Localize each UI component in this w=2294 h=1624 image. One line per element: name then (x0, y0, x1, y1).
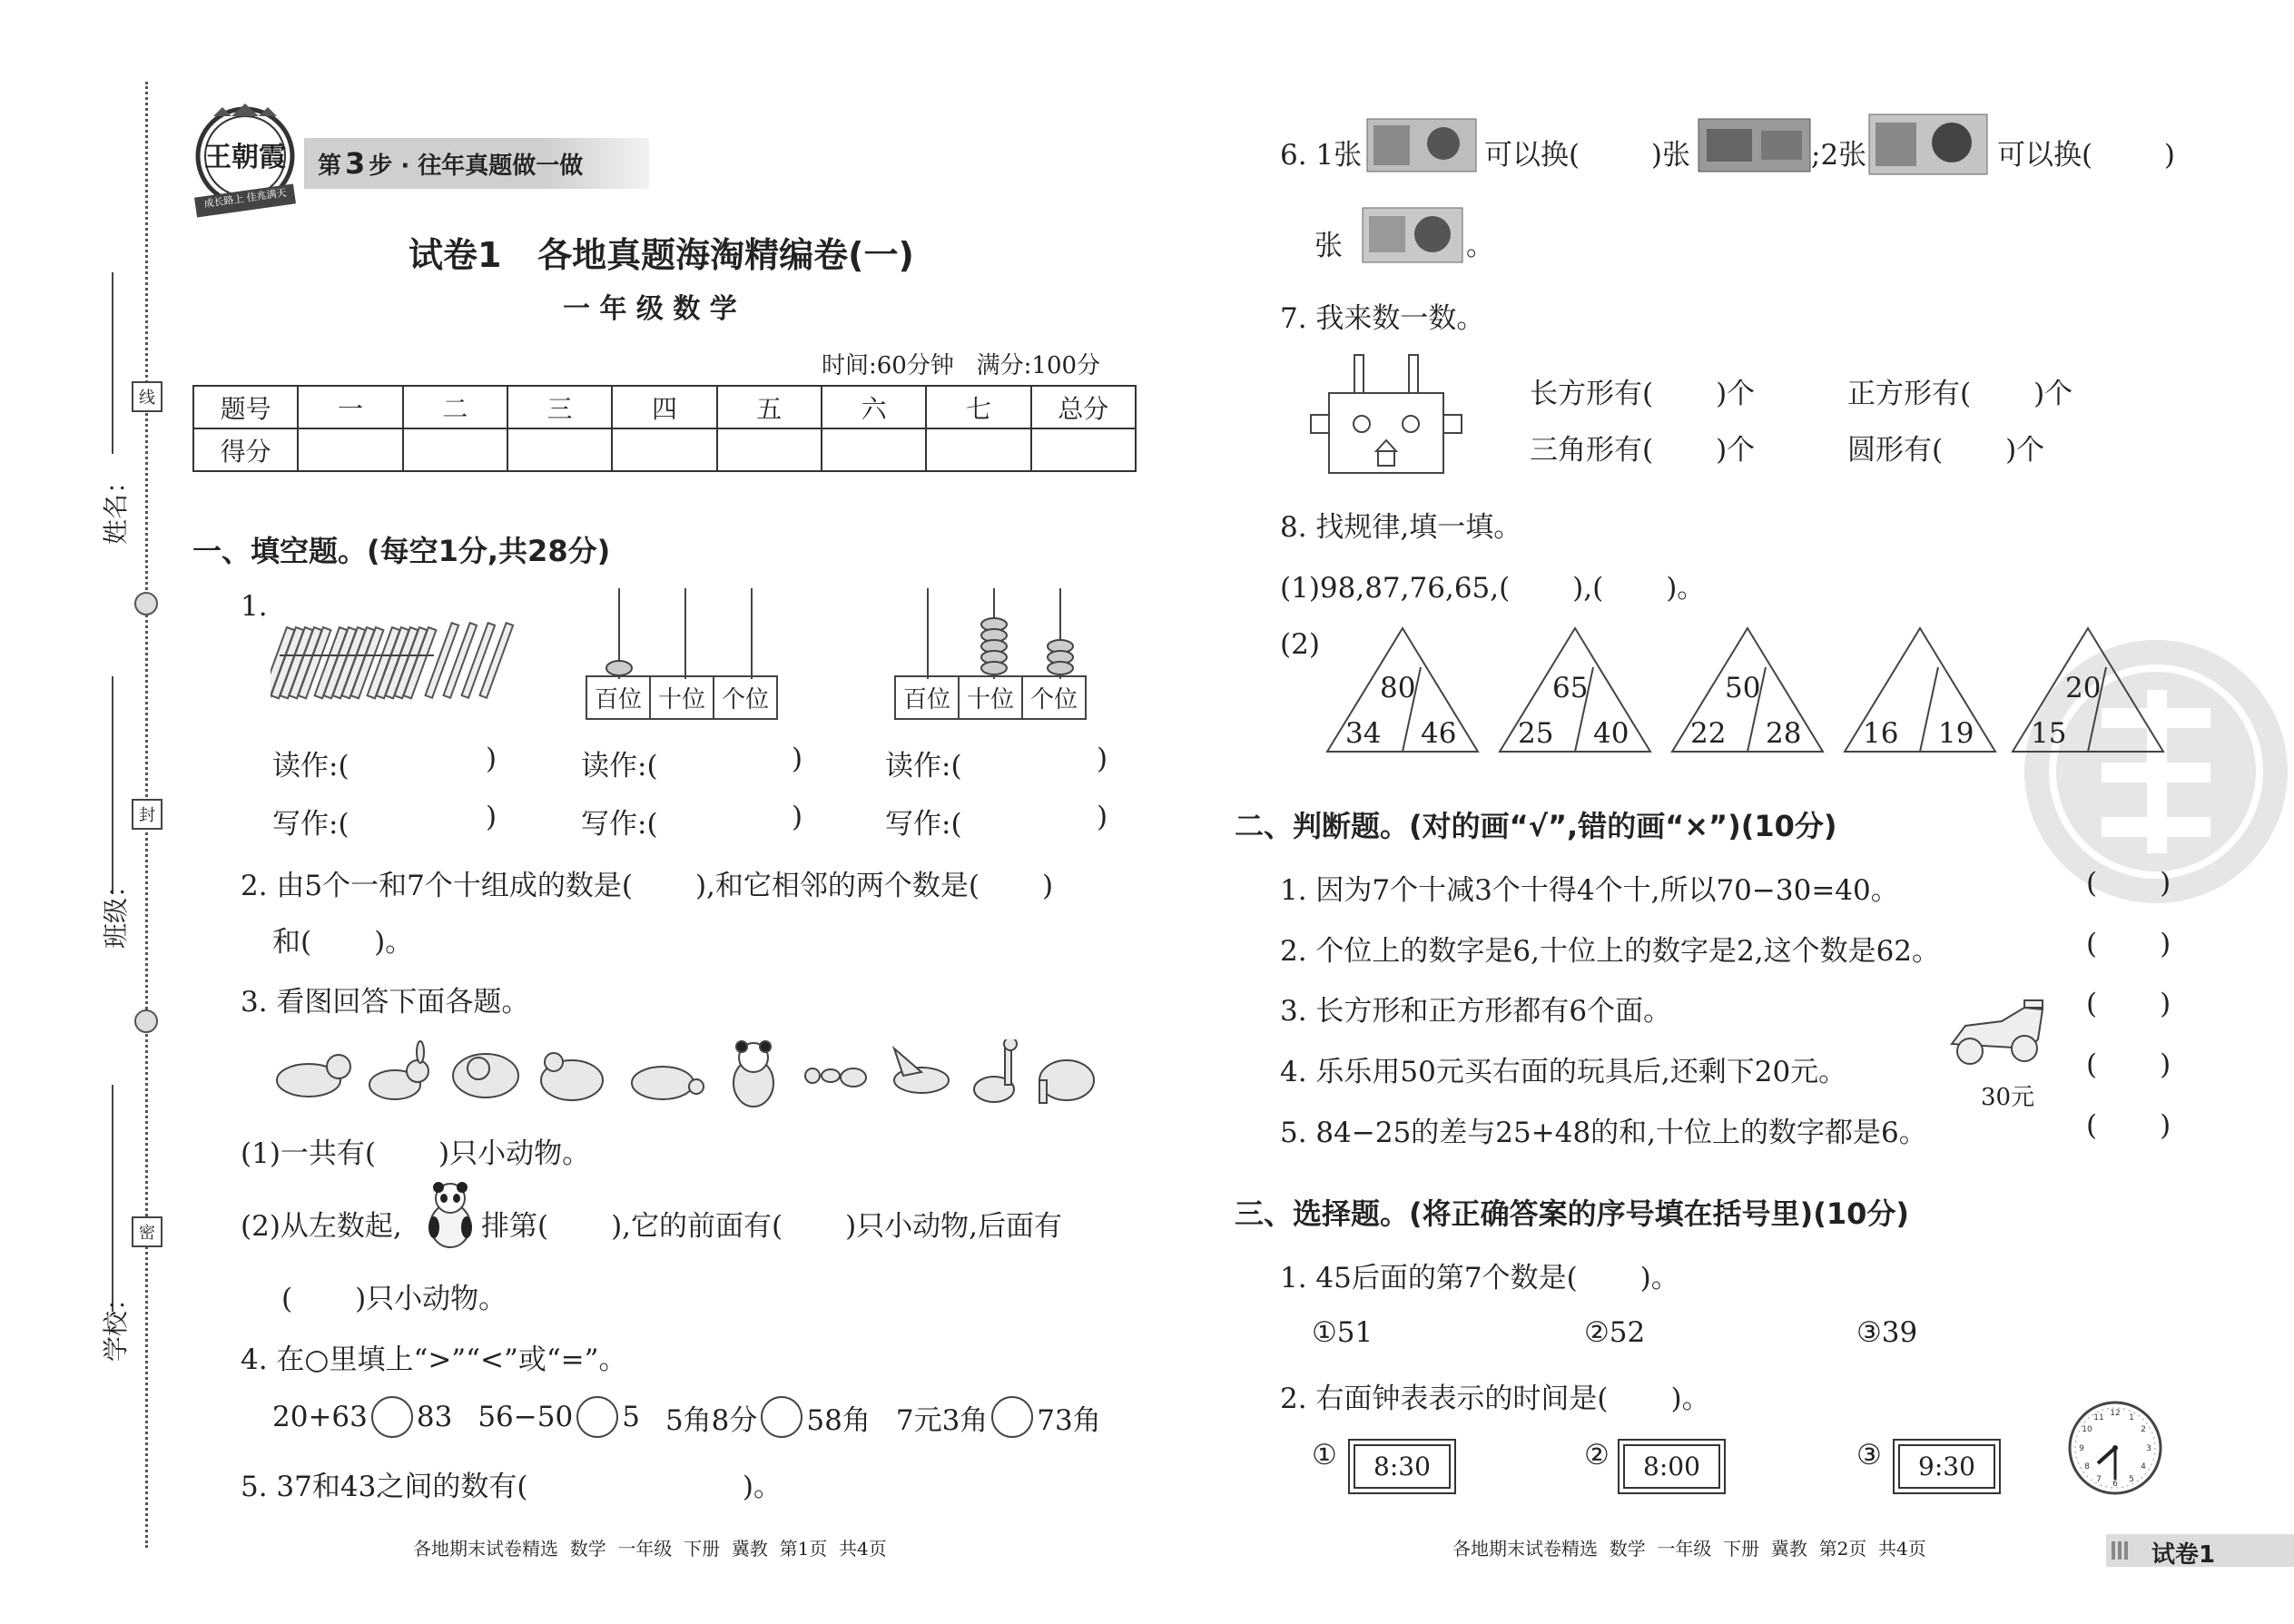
page-tab (2106, 1534, 2294, 1567)
judge-answer-5[interactable]: ( ) (2086, 1109, 2171, 1142)
tri3-top: 50 (1725, 672, 1761, 704)
digital-time: 8:00 (1623, 1444, 1720, 1489)
compare-right: 5 (622, 1401, 640, 1433)
tri4-left: 16 (1863, 717, 1899, 750)
q4-text: 4. 在○里填上“>”“<”或“=”。 (241, 1343, 627, 1376)
choice-2-option-c[interactable] (1893, 1439, 2001, 1494)
tri4-right: 19 (1938, 717, 1974, 750)
clock-icon (2065, 1398, 2165, 1501)
svg-text:4: 4 (2141, 1462, 2146, 1471)
sheep-icon (453, 1054, 518, 1097)
tri1-top: 80 (1380, 672, 1416, 704)
toy-price: 30元 (1981, 1084, 2035, 1111)
elephant-icon (1039, 1060, 1094, 1103)
read-close-3: ) (1097, 743, 1108, 775)
q6-part-f: 。 (1466, 230, 1494, 262)
write-label-1: 写作:( (272, 808, 350, 841)
choice-1: 1. 45后面的第7个数是( )。 (1280, 1262, 1679, 1294)
judge-answer-1[interactable]: ( ) (2086, 867, 2171, 900)
score-cell: 三 (507, 386, 612, 428)
number-triangle-5 (2011, 626, 2165, 753)
compare-right: 83 (416, 1401, 453, 1433)
judge-answer-2[interactable]: ( ) (2086, 928, 2171, 960)
judge-answer-3[interactable]: ( ) (2086, 988, 2171, 1020)
paper-title: 试卷1 各地真题海淘精编卷(一) (409, 235, 914, 275)
q3-text: 3. 看图回答下面各题。 (241, 986, 530, 1019)
q4-comparisons (272, 1396, 1101, 1438)
judge-5: 5. 84−25的差与25+48的和,十位上的数字都是6。 (1280, 1117, 1927, 1149)
dog-icon (277, 1055, 350, 1097)
shape-robot-figure (1307, 349, 1466, 480)
pv-tens: 十位 (651, 677, 714, 718)
svg-text:10: 10 (2082, 1425, 2092, 1434)
svg-text:2: 2 (2141, 1425, 2146, 1434)
score-cell: 六 (822, 386, 926, 428)
compare-circle[interactable] (371, 1396, 413, 1438)
step-prefix: 第 (318, 152, 342, 180)
write-label-2: 写作:( (581, 808, 658, 841)
write-label-3: 写作:( (885, 808, 962, 841)
judge-answer-4[interactable]: ( ) (2086, 1048, 2171, 1081)
score-input-cell[interactable] (612, 428, 716, 471)
tri3-right: 28 (1766, 717, 1802, 750)
score-cell: 一 (298, 386, 402, 428)
section-1-heading: 一、填空题。(每空1分,共28分) (192, 534, 611, 568)
svg-text:11: 11 (2093, 1413, 2104, 1422)
turtle-icon (632, 1067, 704, 1099)
time-info: 时间:60分钟 满分:100分 (822, 352, 1101, 379)
compare-left: 20+63 (272, 1401, 368, 1433)
abacus-2 (894, 588, 1094, 714)
left-footer: 各地期末试卷精选 数学 一年级 下册 冀教 第1页 共4页 (413, 1538, 887, 1560)
binding-ring (134, 1009, 158, 1033)
q6-part-a: 6. 1张 (1280, 139, 1363, 172)
pv-tens: 十位 (960, 677, 1023, 718)
score-cell: 四 (612, 386, 716, 428)
score-cell: 二 (403, 386, 507, 428)
read-label-1: 读作:( (272, 750, 350, 782)
score-input-cell[interactable] (1031, 428, 1136, 471)
class-write-line[interactable] (112, 676, 113, 894)
svg-text:6: 6 (2112, 1480, 2118, 1489)
score-input-cell[interactable] (507, 428, 612, 471)
tri1-right: 46 (1421, 717, 1457, 750)
banknote-10yuan-icon (1868, 113, 1988, 175)
svg-text:8: 8 (2084, 1462, 2090, 1471)
choice-1-option-b[interactable]: ②52 (1584, 1316, 1646, 1349)
q1-number: 1. (241, 590, 268, 623)
judge-4: 4. 乐乐用50元买右面的玩具后,还剩下20元。 (1280, 1056, 1847, 1088)
q2-line2: 和( )。 (272, 926, 414, 959)
binding-ring (134, 592, 158, 615)
tri3-left: 22 (1690, 717, 1727, 750)
pv-hundreds: 百位 (896, 677, 960, 718)
seal-char-xian: 线 (132, 381, 162, 412)
ant-icon (805, 1068, 866, 1087)
q6-part-e: 张 (1314, 230, 1343, 262)
giraffe-icon (974, 1039, 1017, 1102)
name-label: 姓名： (101, 468, 131, 545)
compare-left: 56−50 (478, 1401, 574, 1433)
place-value-labels (894, 675, 1087, 720)
score-value-row (193, 428, 1136, 471)
logo-text: 王朝霞 (204, 142, 286, 173)
tri5-top: 20 (2065, 672, 2102, 704)
compare-circle[interactable] (991, 1396, 1033, 1438)
score-input-cell[interactable] (926, 428, 1030, 471)
step-suffix: 步 · 往年真题做一做 (369, 152, 584, 180)
class-label: 班级： (101, 871, 131, 949)
choice-2: 2. 右面钟表表示的时间是( )。 (1280, 1383, 1710, 1415)
score-input-cell[interactable] (298, 428, 402, 471)
step-number: 3 (345, 146, 366, 181)
tab-marker-icon (2112, 1541, 2130, 1560)
q6-part-c: ;2张 (1811, 139, 1867, 172)
score-cell: 总分 (1031, 386, 1136, 428)
write-close-2: ) (792, 801, 803, 833)
count-squares: 正方形有( )个 (1847, 378, 2073, 410)
score-cell: 题号 (193, 386, 298, 428)
svg-text:3: 3 (2146, 1444, 2151, 1453)
digital-time: 9:30 (1898, 1444, 1995, 1489)
svg-text:9: 9 (2079, 1444, 2084, 1453)
choice-1-option-c[interactable]: ③39 (1856, 1316, 1918, 1349)
compare-left: 7元3角 (895, 1403, 989, 1437)
sticks-illustration (271, 608, 520, 712)
choice-2-mark-c: ③ (1856, 1439, 1882, 1471)
banknote-5jiao-icon (1362, 207, 1463, 263)
judge-1: 1. 因为7个十减3个十得4个十,所以70−30=40。 (1280, 874, 1899, 907)
place-value-labels (586, 675, 778, 720)
name-write-line[interactable] (112, 272, 113, 454)
score-cell: 五 (717, 386, 822, 428)
svg-text:1: 1 (2129, 1413, 2134, 1422)
tri2-top: 65 (1552, 672, 1589, 704)
panda-icon (733, 1041, 773, 1107)
brand-logo (182, 100, 309, 218)
q7-text: 7. 我来数一数。 (1280, 302, 1485, 335)
q6-part-d: 可以换( ) (1997, 139, 2176, 172)
choice-2-option-a[interactable] (1348, 1439, 1456, 1494)
score-cell: 得分 (193, 428, 298, 471)
banknote-1yuan-icon (1366, 118, 1477, 172)
tri5-left: 15 (2031, 717, 2067, 750)
score-input-cell[interactable] (717, 428, 822, 471)
logo-sub: 成长路上 佳兆满天 (202, 186, 288, 211)
q5-text: 5. 37和43之间的数有( )。 (241, 1471, 783, 1503)
right-footer: 各地期末试卷精选 数学 一年级 下册 冀教 第2页 共4页 (1452, 1538, 1926, 1560)
compare-circle[interactable] (576, 1396, 618, 1438)
q8-1: (1)98,87,76,65,( ),( )。 (1280, 572, 1706, 605)
q6-part-b: 可以换( )张 (1484, 139, 1691, 172)
tri2-right: 40 (1593, 717, 1629, 750)
rabbit-icon (369, 1041, 428, 1099)
digital-time: 8:30 (1354, 1444, 1451, 1489)
mouse-icon (541, 1053, 603, 1100)
bird-icon (894, 1048, 949, 1093)
score-input-cell[interactable] (822, 428, 926, 471)
svg-text:12: 12 (2110, 1409, 2121, 1418)
school-write-line[interactable] (112, 1085, 113, 1312)
svg-text:7: 7 (2096, 1475, 2102, 1484)
seal-char-feng: 封 (132, 799, 162, 830)
read-label-2: 读作:( (581, 750, 658, 782)
q2-line1: 2. 由5个一和7个十组成的数是( ),和它相邻的两个数是( ) (241, 870, 1054, 902)
compare-right: 58角 (806, 1403, 871, 1437)
pv-ones: 个位 (1030, 686, 1078, 714)
judge-3: 3. 长方形和正方形都有6个面。 (1280, 995, 1672, 1028)
q8-2-label: (2) (1280, 628, 1320, 661)
score-input-cell[interactable] (403, 428, 507, 471)
q3-2-part-c: ( )只小动物。 (281, 1283, 507, 1315)
page-tab-label: 试卷1 (2151, 1541, 2216, 1569)
compare-circle[interactable] (761, 1396, 802, 1438)
q3-1: (1)一共有( )只小动物。 (241, 1137, 591, 1170)
read-close-2: ) (792, 743, 803, 775)
judge-2: 2. 个位上的数字是6,十位上的数字是2,这个数是62。 (1280, 935, 1941, 968)
score-table (192, 385, 1137, 472)
number-triangles (1325, 626, 2033, 753)
q3-2-part-a: (2)从左数起, (241, 1210, 402, 1243)
count-circles: 圆形有( )个 (1847, 434, 2045, 467)
seal-char-mi: 密 (132, 1216, 162, 1247)
q8-text: 8. 找规律,填一填。 (1280, 511, 1522, 544)
read-close-1: ) (486, 743, 497, 775)
count-rectangles: 长方形有( )个 (1530, 378, 1756, 410)
compare-right: 73角 (1037, 1403, 1101, 1437)
step-banner (304, 138, 649, 189)
section-3-heading: 三、选择题。(将正确答案的序号填在括号里)(10分) (1235, 1196, 1910, 1231)
svg-text:5: 5 (2129, 1475, 2134, 1484)
section-2-heading: 二、判断题。(对的画“√”,错的画“×”)(10分) (1235, 809, 1837, 843)
write-close-3: ) (1097, 801, 1108, 833)
panda-icon (425, 1180, 476, 1253)
toy-car-icon (1947, 999, 2047, 1075)
paper-subtitle: 一 年 级 数 学 (563, 293, 737, 325)
choice-2-mark-a: ① (1312, 1439, 1337, 1471)
pv-ones: 个位 (722, 686, 770, 714)
score-header-row (193, 386, 1136, 428)
tri2-left: 25 (1518, 717, 1554, 750)
school-label: 学校： (101, 1284, 131, 1362)
q3-2-part-b: 排第( ),它的前面有( )只小动物,后面有 (481, 1210, 1063, 1243)
count-triangles: 三角形有( )个 (1530, 434, 1756, 467)
banknote-1jiao-icon (1698, 118, 1811, 172)
choice-2-mark-b: ② (1584, 1439, 1610, 1471)
score-cell: 七 (926, 386, 1030, 428)
tri1-left: 34 (1345, 717, 1382, 750)
pv-hundreds: 百位 (587, 677, 651, 718)
read-label-3: 读作:( (885, 750, 962, 782)
choice-2-option-b[interactable] (1618, 1439, 1726, 1494)
compare-left: 5角8分 (665, 1403, 758, 1437)
abacus-1 (586, 588, 785, 714)
choice-1-option-a[interactable]: ①51 (1312, 1316, 1373, 1349)
animals-illustration (268, 1039, 1103, 1116)
write-close-1: ) (486, 801, 497, 833)
